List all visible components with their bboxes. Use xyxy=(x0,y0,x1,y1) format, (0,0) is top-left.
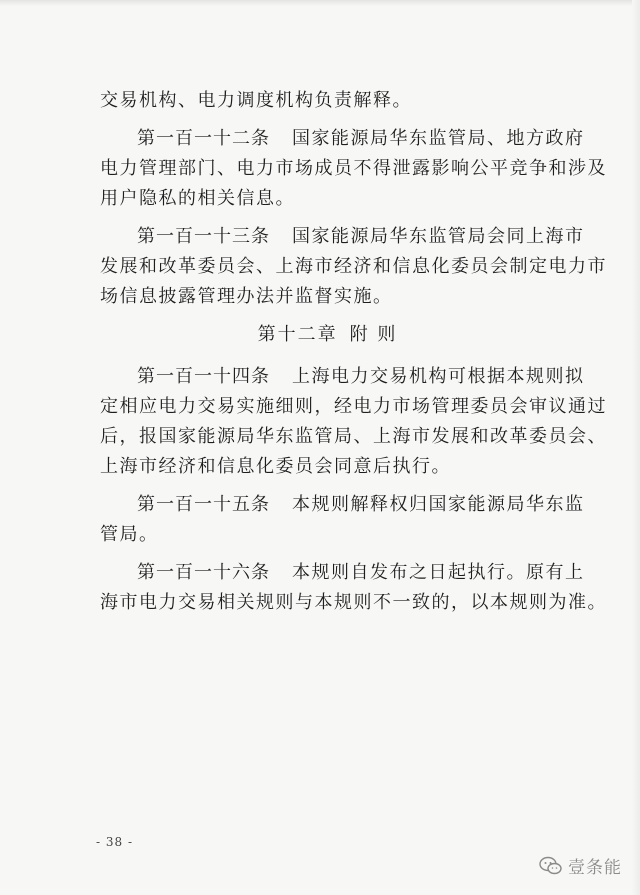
chapter-number: 第十二章 xyxy=(257,324,338,345)
text-line: 国家能源局华东监管局、地方政府 xyxy=(292,128,585,149)
text-line: 管局。 xyxy=(100,524,159,545)
wechat-icon xyxy=(539,856,563,876)
text-line: 发展和改革委员会、上海市经济和信息化委员会制定电力市 xyxy=(100,256,607,277)
text-line: 电力管理部门、电力市场成员不得泄露影响公平竞争和涉及 xyxy=(100,158,607,179)
article-113 xyxy=(100,222,607,312)
paragraph-continuation xyxy=(100,86,555,116)
watermark-label: 壹条能 xyxy=(568,858,622,878)
article-first-line xyxy=(100,222,585,252)
article-number: 第一百一十六条 xyxy=(137,562,270,583)
article-114 xyxy=(100,362,607,482)
chapter-title: 附 则 xyxy=(349,324,398,345)
article-first-line xyxy=(100,490,585,520)
article-first-line xyxy=(100,558,585,588)
article-number: 第一百一十四条 xyxy=(137,366,270,387)
article-number: 第一百一十三条 xyxy=(137,226,270,247)
text-line: 场信息披露管理办法并监督实施。 xyxy=(100,286,393,307)
text-line: 上海电力交易机构可根据本规则拟 xyxy=(292,366,585,387)
text-line: 本规则自发布之日起执行。原有上 xyxy=(292,562,585,583)
text-line: 海市电力交易相关规则与本规则不一致的，以本规则为准。 xyxy=(100,592,607,613)
document-body xyxy=(100,86,607,626)
scan-shadow-top xyxy=(0,0,640,6)
article-first-line xyxy=(100,362,585,392)
chapter-heading xyxy=(100,320,555,350)
text-line: 后，报国家能源局华东监管局、上海市发展和改革委员会、 xyxy=(100,426,607,447)
article-112 xyxy=(100,124,607,214)
text-line: 交易机构、电力调度机构负责解释。 xyxy=(100,90,412,111)
article-number: 第一百一十二条 xyxy=(137,128,270,149)
watermark xyxy=(539,853,622,878)
text-line: 用户隐私的相关信息。 xyxy=(100,188,295,209)
scan-shadow-right xyxy=(632,0,640,895)
page-number: - 38 - xyxy=(96,835,134,849)
text-line: 定相应电力交易实施细则，经电力市场管理委员会审议通过 xyxy=(100,396,607,417)
article-first-line xyxy=(100,124,585,154)
text-line: 上海市经济和信息化委员会同意后执行。 xyxy=(100,456,451,477)
article-115 xyxy=(100,490,585,550)
text-line: 本规则解释权归国家能源局华东监 xyxy=(292,494,585,515)
article-number: 第一百一十五条 xyxy=(137,494,270,515)
text-line: 国家能源局华东监管局会同上海市 xyxy=(292,226,585,247)
article-116 xyxy=(100,558,607,618)
